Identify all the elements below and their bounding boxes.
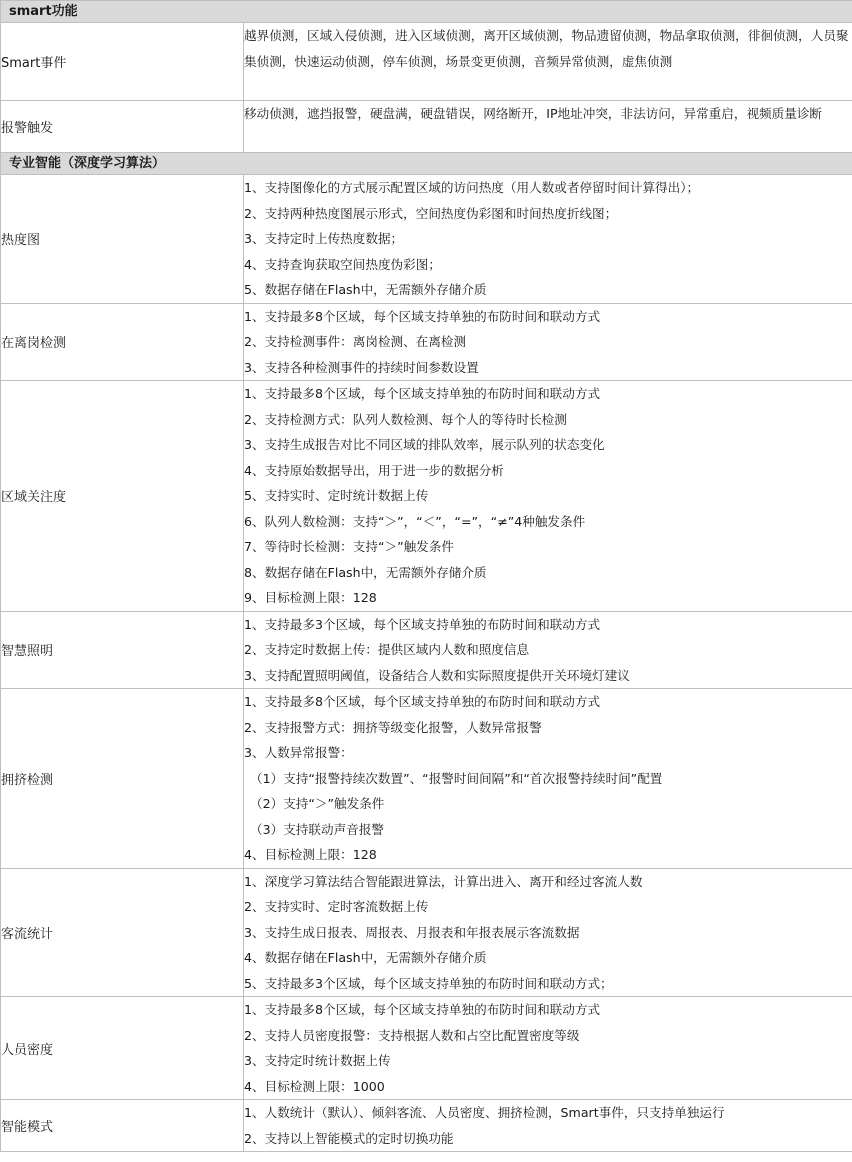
content-line: 1、支持最多3个区域，每个区域支持单独的布防时间和联动方式 [244,616,601,632]
row-label: 人员密度 [1,997,244,1100]
row-content [244,23,852,101]
content-line: 4、支持原始数据导出，用于进一步的数据分析 [244,462,504,478]
table-row [1,689,852,869]
row-label: Smart事件 [1,23,244,101]
row-content [244,689,852,869]
content-paragraph: 越界侦测，区域入侵侦测，进入区域侦测，离开区域侦测，物品遗留侦测，物品拿取侦测，徘徊侦测，人员聚集侦测，快速运动侦测，停车侦测，场景变更侦测，音频异常侦测，虚焦侦测 [244,28,849,69]
content-paragraph: 移动侦测，遮挡报警，硬盘满，硬盘错误，网络断开，IP地址冲突，非法访问，异常重启，视频质量诊断 [244,106,823,121]
section-header-deep-learning [1,153,852,175]
content-line: 1、深度学习算法结合智能跟进算法，计算出进入、离开和经过客流人数 [244,873,643,889]
content-line: 4、目标检测上限：128 [244,847,377,862]
content-line: 3、支持配置照明阈值，设备结合人数和实际照度提供开关环境灯建议 [244,667,630,683]
table-row [1,1100,852,1152]
row-content [244,1100,852,1152]
content-subline: （1）支持“报警持续次数置”、“报警时间间隔”和“首次报警持续时间”配置 [250,770,663,786]
content-line: 2、支持报警方式：拥挤等级变化报警，人数异常报警 [244,719,542,735]
row-content [244,997,852,1100]
content-line: 1、人数统计（默认）、倾斜客流、人员密度、拥挤检测，Smart事件，只支持单独运行 [244,1105,725,1120]
content-line: 1、支持最多8个区域，每个区域支持单独的布防时间和联动方式 [244,694,601,709]
content-line: 2、支持以上智能模式的定时切换功能 [244,1130,454,1146]
table-row [1,23,852,101]
content-line: 3、支持各种检测事件的持续时间参数设置 [244,359,479,375]
table-row [1,381,852,612]
content-line: 5、数据存储在Flash中，无需额外存储介质 [244,282,487,297]
content-line: 5、支持最多3个区域，每个区域支持单独的布防时间和联动方式； [244,975,613,991]
row-content [244,868,852,997]
content-line: 5、支持实时、定时统计数据上传 [244,488,429,503]
content-line: 2、支持检测方式：队列人数检测、每个人的等待时长检测 [244,411,567,427]
content-line: 3、支持生成日报表、周报表、月报表和年报表展示客流数据 [244,924,580,940]
table-row [1,997,852,1100]
content-line: 4、支持查询获取空间热度伪彩图； [244,256,441,272]
table-row [1,303,852,381]
content-line: 2、支持两种热度图展示形式，空间热度伪彩图和时间热度折线图； [244,205,618,221]
row-label: 在离岗检测 [1,303,244,381]
table-row [1,868,852,997]
content-line: 1、支持最多8个区域，每个区域支持单独的布防时间和联动方式 [244,1002,601,1017]
content-line: 3、支持定时上传热度数据； [244,231,404,246]
row-content [244,611,852,689]
section-title: 专业智能（深度学习算法） [1,153,852,175]
content-line: 7、等待时长检测：支持“＞”触发条件 [244,539,454,554]
row-label: 智慧照明 [1,611,244,689]
content-line: 4、目标检测上限：1000 [244,1078,385,1094]
row-content [244,175,852,304]
content-line: 1、支持最多8个区域，每个区域支持单独的布防时间和联动方式 [244,308,601,324]
row-label: 拥挤检测 [1,689,244,869]
row-label: 热度图 [1,175,244,304]
content-line: 6、队列人数检测：支持“＞”，“＜”，“=”，“≠”4种触发条件 [244,513,586,529]
content-subline: （2）支持“＞”触发条件 [250,796,385,811]
content-line: 2、支持实时、定时客流数据上传 [244,899,429,914]
table-row [1,611,852,689]
content-line: 4、数据存储在Flash中，无需额外存储介质 [244,950,487,965]
content-subline: （3）支持联动声音报警 [250,821,384,837]
row-label: 客流统计 [1,868,244,997]
row-content [244,303,852,381]
content-line: 2、支持人员密度报警：支持根据人数和占空比配置密度等级 [244,1027,580,1043]
table-row [1,175,852,304]
row-content [244,381,852,612]
content-line: 1、支持最多8个区域，每个区域支持单独的布防时间和联动方式 [244,386,601,401]
content-line: 3、支持生成报告对比不同区域的排队效率，展示队列的状态变化 [244,437,605,452]
content-line: 9、目标检测上限：128 [244,590,377,605]
content-line: 3、支持定时统计数据上传 [244,1053,391,1068]
content-line: 8、数据存储在Flash中，无需额外存储介质 [244,564,487,580]
table-row [1,101,852,153]
row-content [244,101,852,153]
content-line: 2、支持检测事件：离岗检测、在离检测 [244,334,467,349]
row-label: 报警触发 [1,101,244,153]
row-label: 区域关注度 [1,381,244,612]
content-line: 1、支持图像化的方式展示配置区域的访问热度（用人数或者停留时间计算得出）； [244,180,700,195]
row-label: 智能模式 [1,1100,244,1152]
content-line: 2、支持定时数据上传：提供区域内人数和照度信息 [244,642,530,657]
section-header-smart [1,1,852,23]
content-line: 3、人数异常报警： [244,745,353,760]
section-title: smart功能 [1,1,852,23]
